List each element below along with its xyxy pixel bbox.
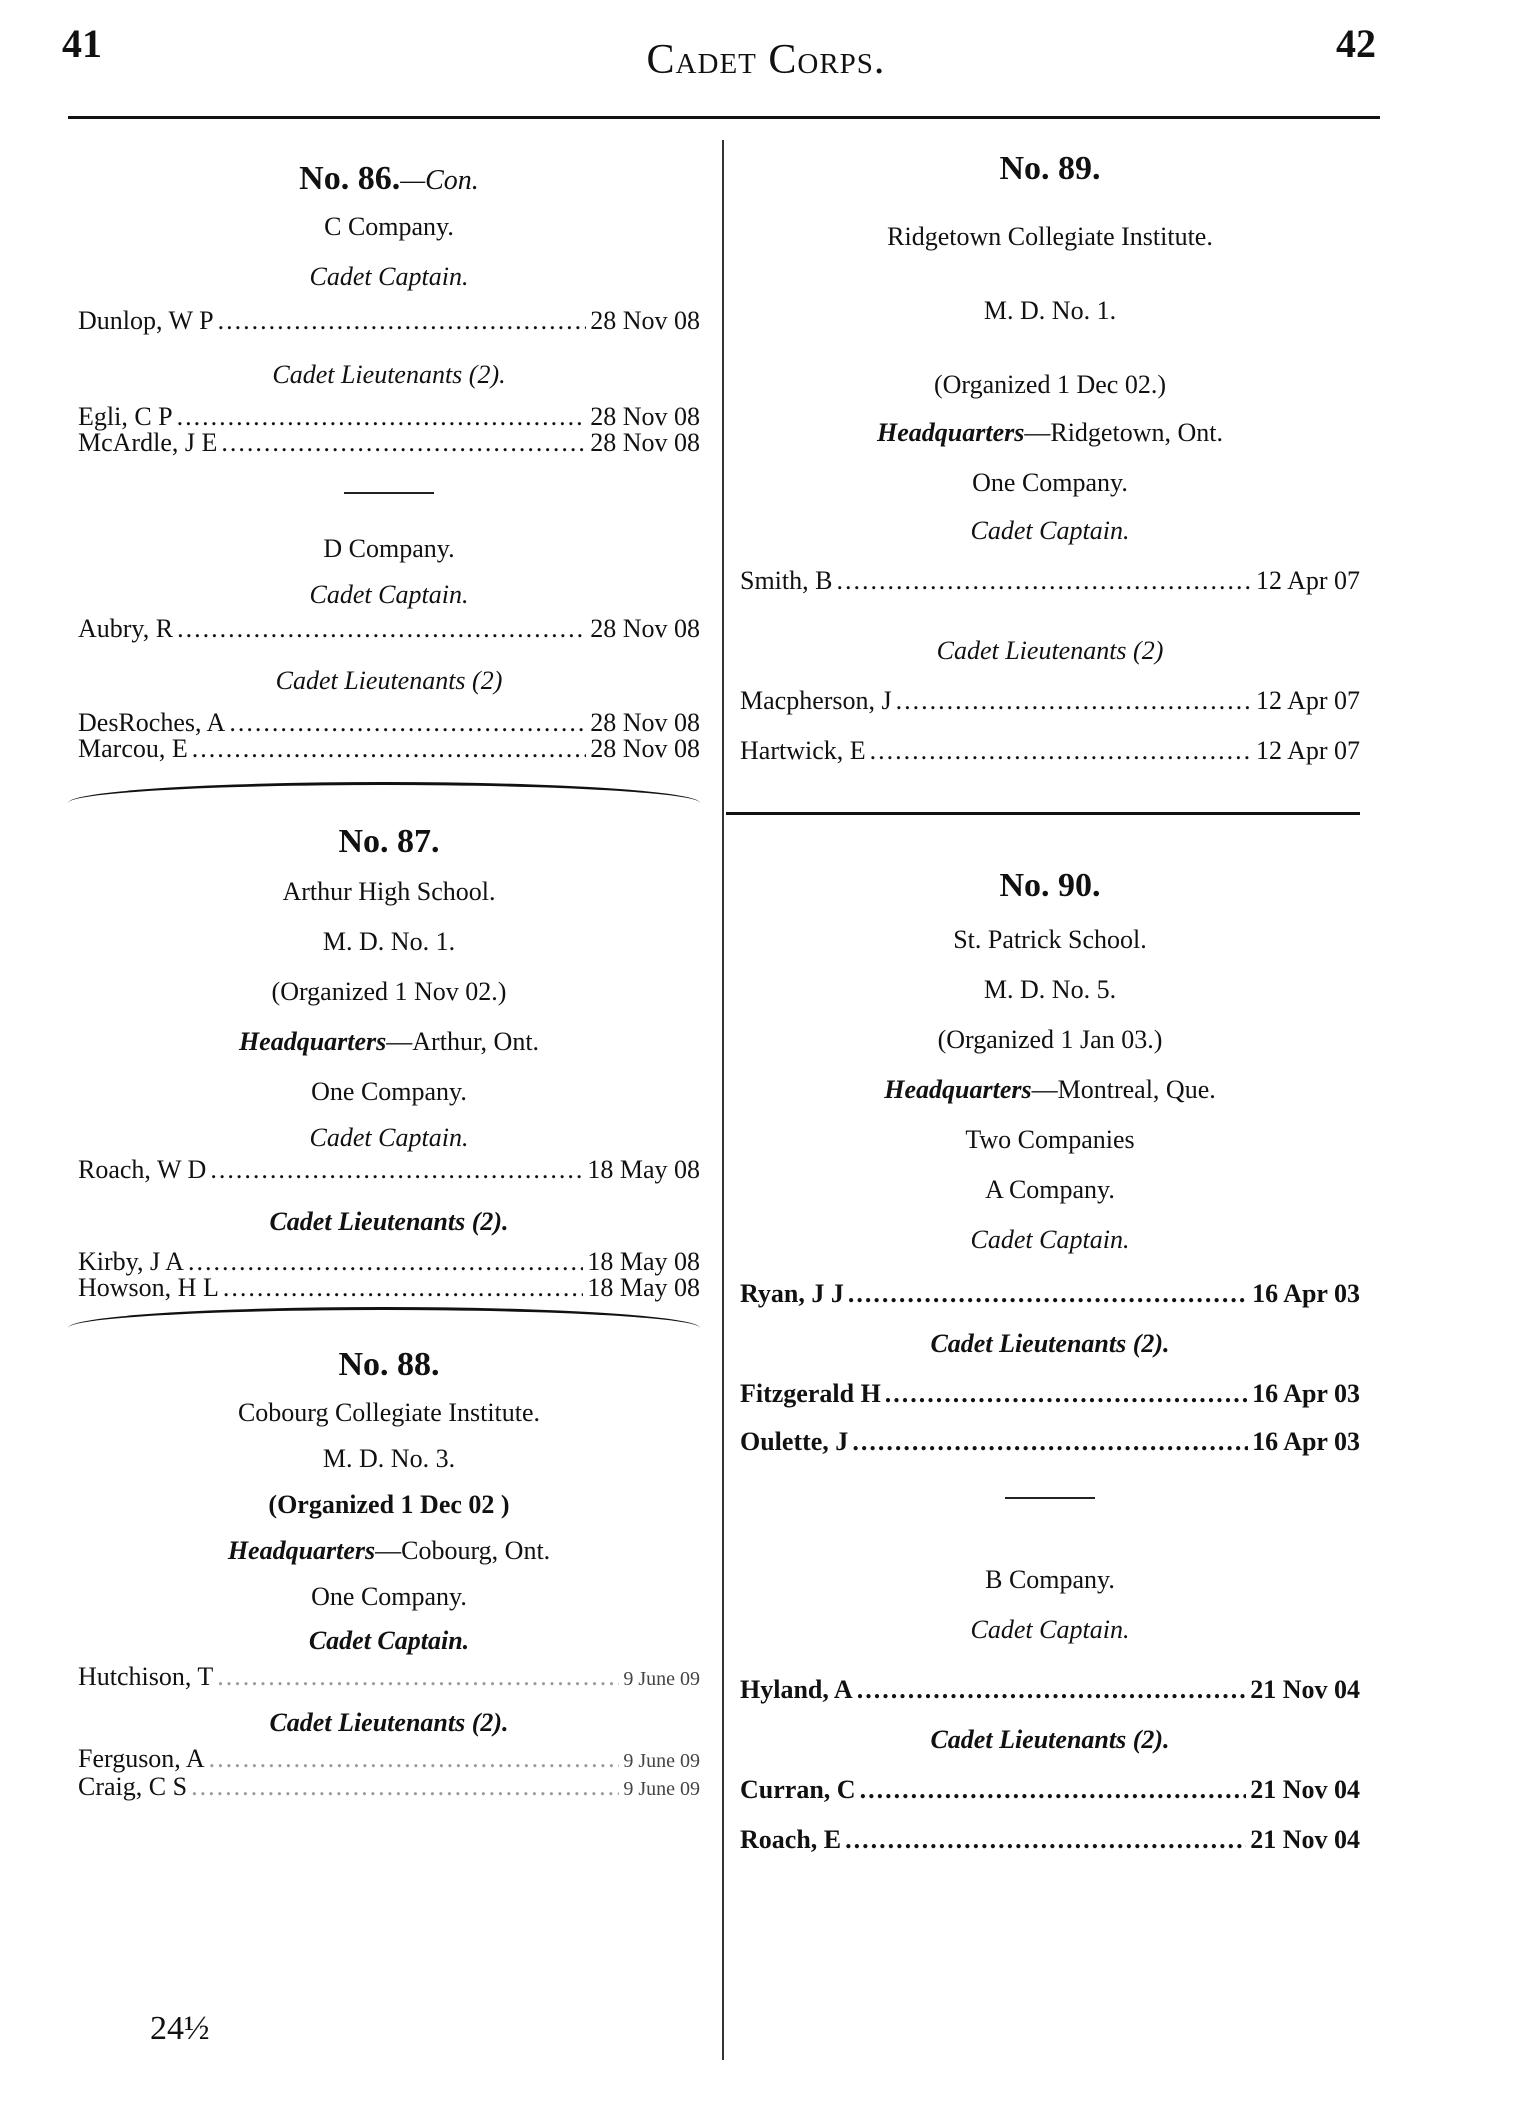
unit-89-organized: (Organized 1 Dec 02.) xyxy=(934,370,1166,399)
right-column xyxy=(740,150,1360,1855)
entry-name: DesRoches, A xyxy=(78,708,226,737)
entry-name: Egli, C P xyxy=(78,402,173,431)
right-page-number: 42 xyxy=(1336,21,1376,66)
unit-86-lieut-label: Cadet Lieutenants (2). xyxy=(272,360,506,389)
entry-date: 9 June 09 xyxy=(623,1668,700,1690)
entry-date: 21 Nov 04 xyxy=(1250,1825,1360,1854)
roster-entry xyxy=(78,1774,700,1802)
section-separator xyxy=(344,492,434,494)
unit-89-headquarters xyxy=(740,418,1360,448)
roster-entry xyxy=(740,686,1360,716)
roster-entry xyxy=(78,1275,700,1301)
leader-dots xyxy=(188,1249,583,1275)
hq-value: —Ridgetown, Ont. xyxy=(1024,418,1223,447)
entry-name: Hartwick, E xyxy=(740,736,866,765)
hq-label: Headquarters xyxy=(238,1027,387,1056)
unit-90-captain-label: Cadet Captain. xyxy=(970,1225,1130,1254)
entry-date: 16 Apr 03 xyxy=(1252,1279,1360,1308)
roster-entry xyxy=(740,566,1360,596)
unit-90-company-a: A Company. xyxy=(985,1175,1115,1204)
unit-86-heading xyxy=(78,160,700,198)
roster-entry xyxy=(740,1825,1360,1855)
roster-entry xyxy=(78,1249,700,1275)
leader-dots xyxy=(217,1662,619,1692)
unit-90-company-b: B Company. xyxy=(985,1565,1115,1594)
unit-87-school: Arthur High School. xyxy=(282,877,496,906)
section-rule xyxy=(726,812,1360,815)
unit-88-companies: One Company. xyxy=(311,1582,467,1611)
leader-dots xyxy=(857,1675,1247,1705)
unit-88-headquarters xyxy=(78,1536,700,1566)
entry-name: Fitzgerald H xyxy=(740,1379,881,1408)
entry-date: 18 May 08 xyxy=(587,1155,700,1184)
unit-87-headquarters xyxy=(78,1027,700,1057)
signature-mark: 24½ xyxy=(150,2010,210,2047)
roster-entry xyxy=(740,1427,1360,1457)
unit-87-organized: (Organized 1 Nov 02.) xyxy=(271,977,507,1006)
unit-89-number: No. 89. xyxy=(999,150,1101,187)
unit-90-companies: Two Companies xyxy=(965,1125,1135,1154)
unit-90-b-lieut-label: Cadet Lieutenants (2). xyxy=(930,1725,1170,1754)
unit-88-lieut-label: Cadet Lieutenants (2). xyxy=(269,1708,509,1737)
unit-86-d-captain-label: Cadet Captain. xyxy=(309,580,469,609)
roster-entry xyxy=(740,1379,1360,1409)
hq-value: —Montreal, Que. xyxy=(1031,1075,1216,1104)
leader-dots xyxy=(192,736,586,762)
leader-dots xyxy=(191,1774,619,1800)
unit-90-headquarters xyxy=(740,1075,1360,1105)
leader-dots xyxy=(848,1279,1248,1309)
leader-dots xyxy=(896,686,1252,716)
entry-name: Marcou, E xyxy=(78,734,188,763)
leader-dots xyxy=(221,430,586,456)
entry-date: 28 Nov 08 xyxy=(590,614,700,643)
unit-87-lieut-label: Cadet Lieutenants (2). xyxy=(269,1207,509,1236)
unit-90-b-captain-label: Cadet Captain. xyxy=(970,1615,1130,1644)
entry-date: 28 Nov 08 xyxy=(590,428,700,457)
unit-90-organized: (Organized 1 Jan 03.) xyxy=(937,1025,1163,1054)
unit-86-company-c: C Company. xyxy=(324,212,454,241)
unit-87-companies: One Company. xyxy=(311,1077,467,1106)
entry-name: Dunlop, W P xyxy=(78,306,214,335)
section-rule xyxy=(68,1307,700,1328)
entry-date: 9 June 09 xyxy=(623,1750,700,1772)
hq-label: Headquarters xyxy=(877,418,1025,447)
leader-dots xyxy=(223,1275,583,1301)
entry-name: Hutchison, T xyxy=(78,1662,214,1691)
entry-date: 28 Nov 08 xyxy=(590,708,700,737)
entry-date: 18 May 08 xyxy=(587,1247,700,1276)
unit-89-companies: One Company. xyxy=(972,468,1128,497)
leader-dots xyxy=(229,710,586,736)
entry-date: 21 Nov 04 xyxy=(1250,1675,1360,1704)
section-separator xyxy=(1005,1497,1095,1499)
hq-label: Headquarters xyxy=(227,1536,376,1565)
unit-87-captain-label: Cadet Captain. xyxy=(309,1123,469,1152)
leader-dots xyxy=(218,306,587,336)
roster-entry xyxy=(78,736,700,762)
entry-date: 12 Apr 07 xyxy=(1256,566,1360,595)
roster-entry xyxy=(78,430,700,456)
leader-dots xyxy=(177,614,586,644)
roster-entry xyxy=(78,1155,700,1185)
entry-name: Macpherson, J xyxy=(740,686,892,715)
entry-date: 16 Apr 03 xyxy=(1252,1379,1360,1408)
entry-date: 9 June 09 xyxy=(623,1778,700,1800)
entry-name: Roach, W D xyxy=(78,1155,207,1184)
unit-86-company-d: D Company. xyxy=(323,534,455,563)
entry-name: Ferguson, A xyxy=(78,1744,205,1773)
roster-entry xyxy=(740,736,1360,766)
leader-dots xyxy=(845,1825,1246,1855)
leader-dots xyxy=(885,1379,1248,1409)
roster-entry xyxy=(78,710,700,736)
unit-87-military-district: M. D. No. 1. xyxy=(322,927,456,956)
unit-89-captain-label: Cadet Captain. xyxy=(970,516,1130,545)
roster-entry xyxy=(740,1775,1360,1805)
unit-90-military-district: M. D. No. 5. xyxy=(983,975,1117,1004)
entry-date: 28 Nov 08 xyxy=(590,306,700,335)
unit-86-d-lieut-label: Cadet Lieutenants (2) xyxy=(275,666,503,695)
roster-entry xyxy=(78,1746,700,1774)
entry-name: Smith, B xyxy=(740,566,833,595)
entry-name: Hyland, A xyxy=(740,1675,853,1704)
unit-88-number: No. 88. xyxy=(338,1346,440,1383)
unit-87-number: No. 87. xyxy=(338,823,440,860)
entry-date: 18 May 08 xyxy=(587,1273,700,1302)
left-column xyxy=(78,160,700,1802)
leader-dots xyxy=(870,736,1252,766)
unit-86-continued: —Con. xyxy=(400,165,479,196)
unit-89-military-district: M. D. No. 1. xyxy=(983,296,1117,325)
entry-name: Ryan, J J xyxy=(740,1279,844,1308)
entry-name: Craig, C S xyxy=(78,1772,188,1801)
roster-entry xyxy=(78,1662,700,1692)
entry-name: Curran, C xyxy=(740,1775,856,1804)
leader-dots xyxy=(209,1746,620,1772)
roster-entry xyxy=(78,404,700,430)
running-head-title: Cadet Corps. xyxy=(646,37,886,83)
entry-date: 21 Nov 04 xyxy=(1250,1775,1360,1804)
unit-88-captain-label: Cadet Captain. xyxy=(308,1626,470,1655)
leader-dots xyxy=(852,1427,1248,1457)
leader-dots xyxy=(177,404,587,430)
unit-86-number: No. 86. xyxy=(299,160,401,197)
leader-dots xyxy=(836,566,1252,596)
unit-88-military-district: M. D. No. 3. xyxy=(322,1444,456,1473)
entry-name: Kirby, J A xyxy=(78,1247,184,1276)
entry-date: 12 Apr 07 xyxy=(1256,736,1360,765)
unit-90-school: St. Patrick School. xyxy=(953,925,1147,954)
entry-date: 28 Nov 08 xyxy=(590,402,700,431)
unit-89-school: Ridgetown Collegiate Institute. xyxy=(887,222,1213,251)
entry-date: 16 Apr 03 xyxy=(1252,1427,1360,1456)
hq-value: —Arthur, Ont. xyxy=(386,1027,540,1056)
roster-entry xyxy=(740,1279,1360,1309)
section-rule xyxy=(68,782,700,803)
entry-name: Howson, H L xyxy=(78,1273,219,1302)
column-divider xyxy=(722,140,724,2060)
header-rule xyxy=(68,116,1380,119)
roster-entry xyxy=(78,306,700,336)
entry-date: 28 Nov 08 xyxy=(590,734,700,763)
roster-entry xyxy=(78,614,700,644)
roster-entry xyxy=(740,1675,1360,1705)
entry-date: 12 Apr 07 xyxy=(1256,686,1360,715)
entry-name: Oulette, J xyxy=(740,1427,849,1456)
unit-90-lieut-label: Cadet Lieutenants (2). xyxy=(930,1329,1170,1358)
entry-name: Roach, E xyxy=(740,1825,842,1854)
entry-name: Aubry, R xyxy=(78,614,174,643)
entry-name: McArdle, J E xyxy=(78,428,218,457)
left-page-number: 41 xyxy=(62,21,102,66)
hq-label: Headquarters xyxy=(884,1075,1032,1104)
unit-90-number: No. 90. xyxy=(999,867,1101,904)
hq-value: —Cobourg, Ont. xyxy=(375,1536,551,1565)
unit-86-captain-label: Cadet Captain. xyxy=(309,262,469,291)
unit-88-organized: (Organized 1 Dec 02 ) xyxy=(268,1490,510,1519)
unit-88-school: Cobourg Collegiate Institute. xyxy=(237,1398,541,1427)
unit-89-lieut-label: Cadet Lieutenants (2) xyxy=(936,636,1164,665)
leader-dots xyxy=(860,1775,1247,1805)
leader-dots xyxy=(210,1155,583,1185)
